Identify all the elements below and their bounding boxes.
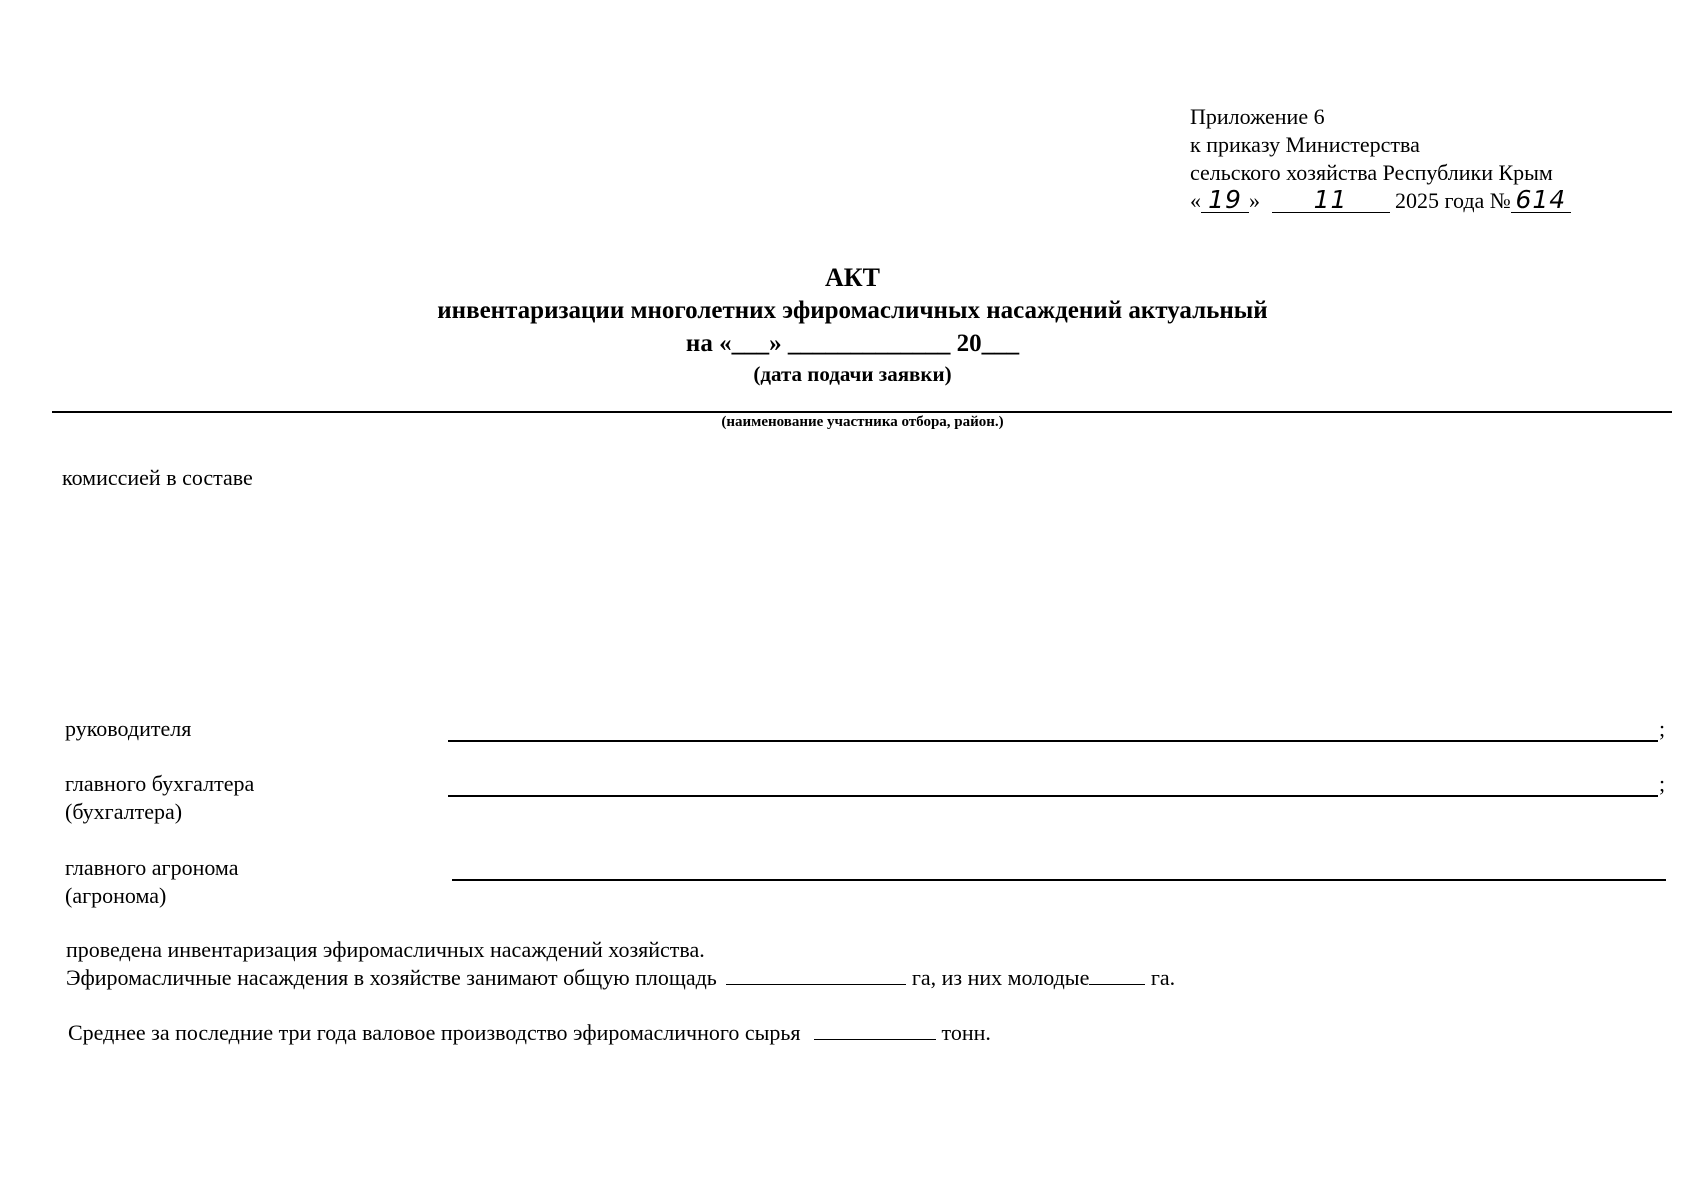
young-area-field [1089,984,1145,985]
area-text: Эфиромасличные насаждения в хозяйстве занимают общую площадь [66,965,717,990]
open-quote: « [1190,188,1201,213]
appendix-ministry: сельского хозяйства Республики Крым [1190,160,1553,185]
production-volume-field [814,1039,936,1040]
production-unit: тонн. [941,1020,991,1045]
production-text: Среднее за последние три года валовое производство эфиромасличного сырья [68,1020,801,1045]
close-quote: » [1249,188,1260,213]
appendix-title: Приложение 6 [1190,104,1325,129]
area-statement [66,965,1175,991]
member-agronomist-label: главного агронома [65,855,239,880]
act-date-line: на «___» _____________ 20___ [685,330,1020,357]
member-accountant-field [448,795,1658,797]
order-day-field: 19 [1201,188,1249,213]
young-area-text: га, из них молодые [911,965,1090,990]
total-area-field [726,984,906,985]
member-head-end: ; [1659,716,1666,741]
member-accountant-end: ; [1659,771,1666,796]
production-statement [68,1020,991,1046]
commission-label: комиссией в составе [62,465,253,490]
appendix-block [1190,103,1571,215]
order-number-field: 614 [1511,188,1571,213]
member-accountant-label: главного бухгалтера [65,771,255,796]
area-unit: га. [1150,965,1176,990]
participant-name-line [52,411,1672,413]
participant-caption: (наименование участника отбора, район.) [721,414,1004,430]
order-year-text: 2025 года № [1395,188,1511,213]
order-month-field: 11 [1272,188,1390,213]
member-agronomist-label-alt: (агронома) [65,883,167,908]
member-head-label: руководителя [65,716,192,741]
act-subtitle: инвентаризации многолетних эфиромасличных насаждений актуальный [437,297,1268,324]
act-date-caption: (дата подачи заявки) [753,362,952,386]
act-title: АКТ [825,263,880,292]
member-agronomist-field [452,879,1666,881]
member-accountant-label-alt: (бухгалтера) [65,799,183,824]
appendix-order-ref: к приказу Министерства [1190,132,1420,157]
inventory-statement: проведена инвентаризация эфиромасличных насаждений хозяйства. [66,937,705,962]
appendix-date-line [1190,187,1571,215]
member-head-field [448,740,1658,742]
